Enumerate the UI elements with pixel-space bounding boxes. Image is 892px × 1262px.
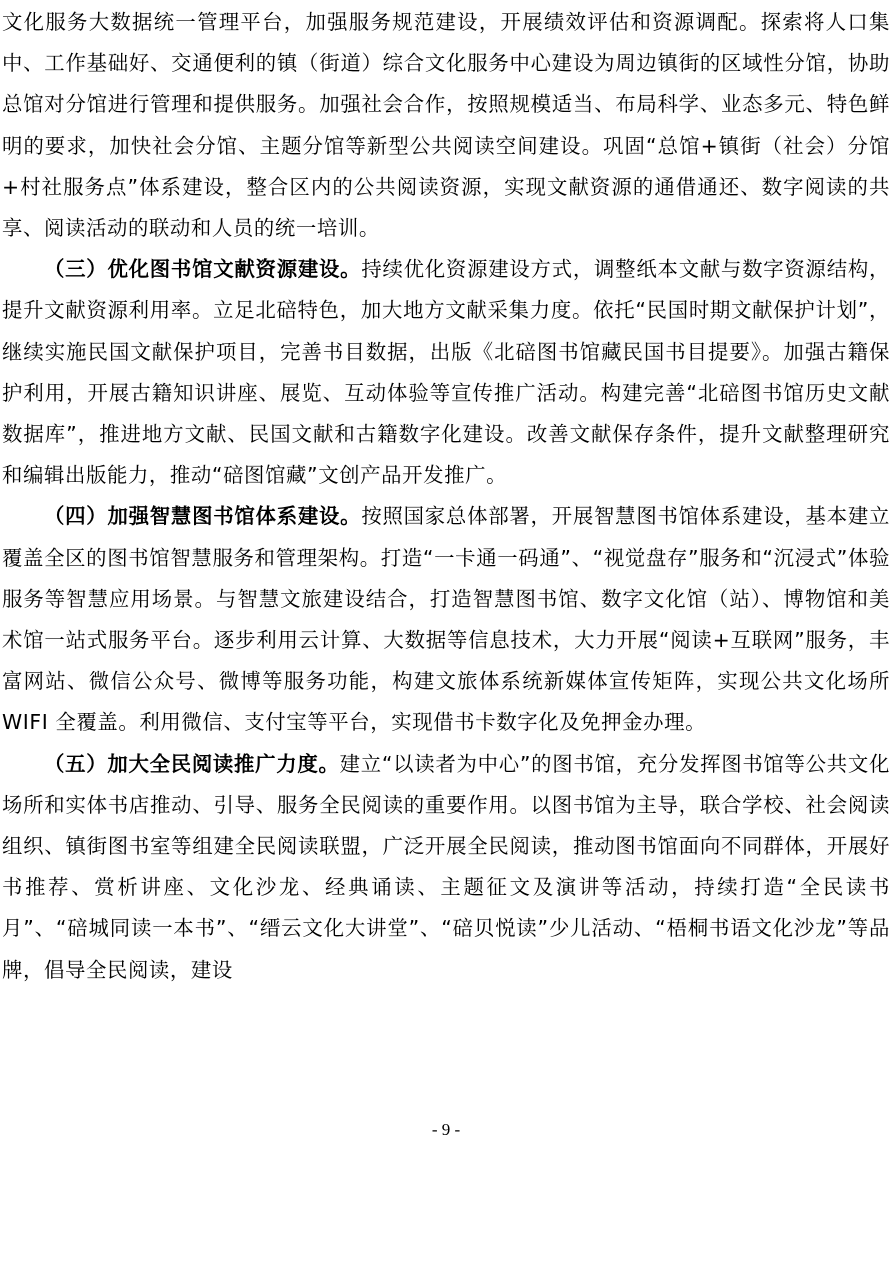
document-body [2,2,890,991]
paragraph-text: 按照国家总体部署，开展智慧图书馆体系建设，基本建立覆盖全区的图书馆智慧服务和管理架构。打造“一卡通一码通”、“视觉盘存”服务和“沉浸式”体验服务等智慧应用场景。与智慧文旅建设结合，打造智慧图书馆、数字文化馆（站）、博物馆和美术馆一站式服务平台。逐步利用云计算、大数据等信息技术，大力开展“阅读+互联网”服务，丰富网站、微信公众号、微博等服务功能，构建文旅体系统新媒体宣传矩阵，实现公共文化场所 WIFI 全覆盖。利用微信、支付宝等平台，实现借书卡数字化及免押金办理。 [2,504,890,735]
paragraph-section-3 [2,249,890,496]
paragraph-text: 建立“以读者为中心”的图书馆，充分发挥图书馆等公共文化场所和实体书店推动、引导、服务全民阅读的重要作用。以图书馆为主导，联合学校、社会阅读组织、镇街图书室等组建全民阅读联盟，广泛开展全民阅读，推动图书馆面向不同群体，开展好书推荐、赏析讲座、文化沙龙、经典诵读、主题征文及演讲等活动，持续打造“全民读书月”、“碚城同读一本书”、“缙云文化大讲堂”、“碚贝悦读”少儿活动、“梧桐书语文化沙龙”等品牌，倡导全民阅读，建设 [2,751,891,982]
paragraph-continuation [2,2,890,249]
paragraph-text: 持续优化资源建设方式，调整纸本文献与数字资源结构，提升文献资源利用率。立足北碚特色，加大地方文献采集力度。依托“民国时期文献保护计划”，继续实施民国文献保护项目，完善书目数据，出版《北碚图书馆藏民国书目提要》。加强古籍保护利用，开展古籍知识讲座、展览、互动体验等宣传推广活动。构建完善“北碚图书馆历史文献数据库”，推进地方文献、民国文献和古籍数字化建设。改善文献保存条件，提升文献整理研究和编辑出版能力，推动“碚图馆藏”文创产品开发推广。 [2,257,890,488]
page-number: - 9 - [431,1120,461,1139]
paragraph-text: 文化服务大数据统一管理平台，加强服务规范建设，开展绩效评估和资源调配。探索将人口集中、工作基础好、交通便利的镇（街道）综合文化服务中心建设为周边镇街的区域性分馆，协助总馆对分馆进行管理和提供服务。加强社会合作，按照规模适当、布局科学、业态多元、特色鲜明的要求，加快社会分馆、主题分馆等新型公共阅读空间建设。巩固“总馆+镇街（社会）分馆+村社服务点”体系建设，整合区内的公共阅读资源，实现文献资源的通借通还、数字阅读的共享、阅读活动的联动和人员的统一培训。 [2,10,890,241]
section-heading: （三）优化图书馆文献资源建设。 [44,257,362,282]
paragraph-section-4 [2,496,890,743]
section-heading: （五）加大全民阅读推广力度。 [44,751,340,776]
section-heading: （四）加强智慧图书馆体系建设。 [44,504,362,529]
paragraph-section-5 [2,744,890,991]
